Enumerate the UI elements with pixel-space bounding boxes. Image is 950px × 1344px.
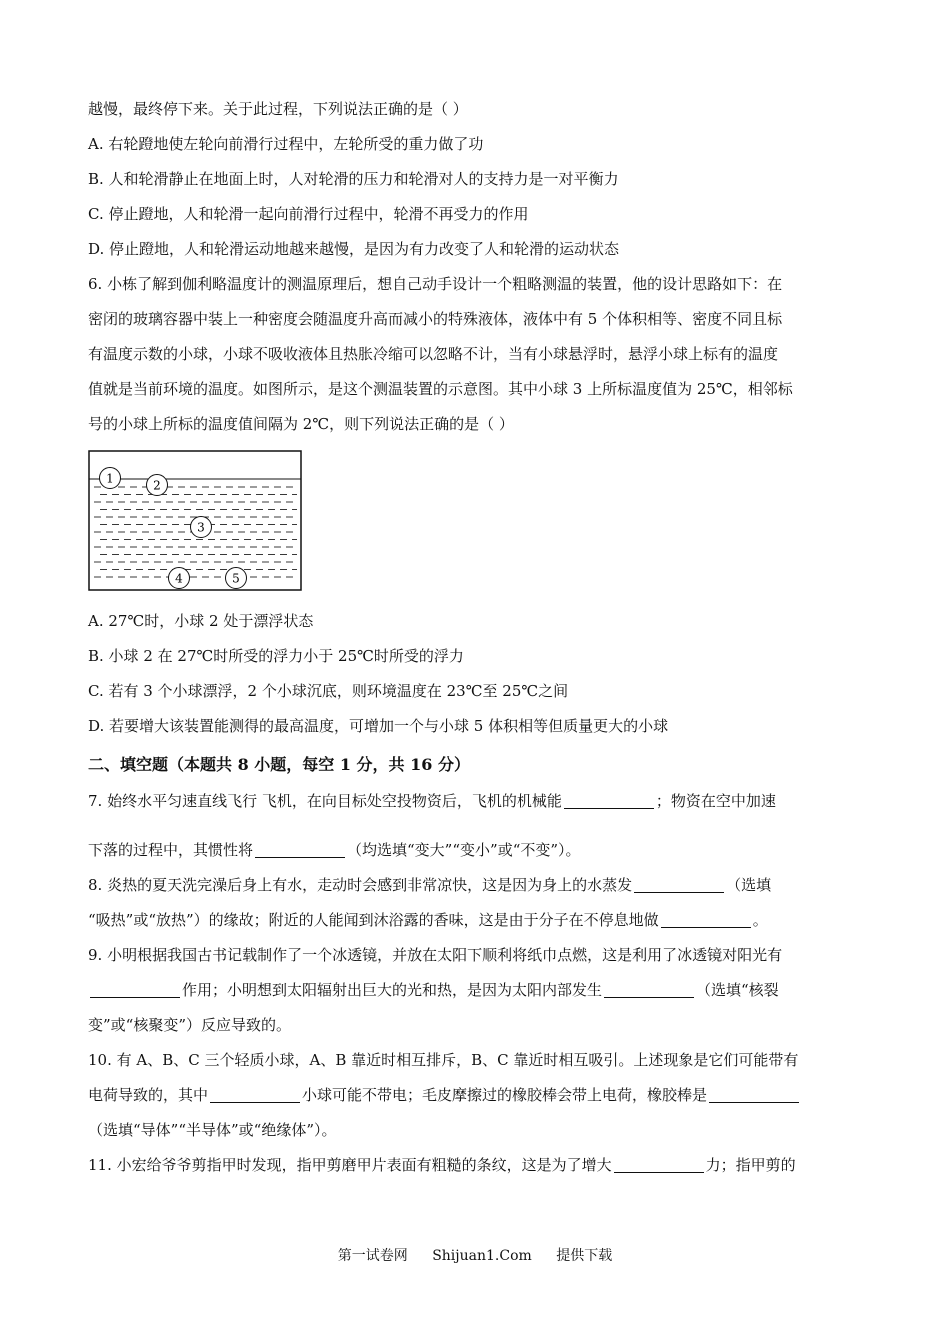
q8-text-c: “吸热”或“放热”）的缘故；附近的人能闻到沐浴露的香味，这是由于分子在不停息地做	[88, 911, 659, 929]
q6-option-b: B. 小球 2 在 27℃时所受的浮力小于 25℃时所受的浮力	[88, 647, 464, 665]
q5-stem-continued: 越慢，最终停下来。关于此过程，下列说法正确的是（ ）	[88, 100, 468, 118]
q8-blank-1[interactable]	[634, 877, 724, 893]
q11-line-1	[88, 1148, 868, 1183]
q11-blank-1[interactable]	[614, 1157, 704, 1173]
q10-line-1: 10. 有 A、B、C 三个轻质小球，A、B 靠近时相互排斥，B、C 靠近时相互吸引。上述现象是它们可能带有	[88, 1051, 799, 1069]
q10-line-2	[88, 1078, 868, 1113]
q10-blank-1[interactable]	[210, 1087, 300, 1103]
q10-text-c: 小球可能不带电；毛皮摩擦过的橡胶棒会带上电荷，橡胶棒是	[302, 1086, 708, 1104]
q6-stem-line-2: 密闭的玻璃容器中装上一种密度会随温度升高而减小的特殊液体，液体中有 5 个体积相等、密度不同且标	[88, 310, 783, 328]
footer-note: 提供下载	[556, 1248, 613, 1264]
q10-blank-2[interactable]	[709, 1087, 799, 1103]
q6-stem-line-4: 值就是当前环境的温度。如图所示，是这个测温装置的示意图。其中小球 3 上所标温度值为 25℃，相邻标	[88, 380, 793, 398]
q6-option-d: D. 若要增大该装置能测得的最高温度，可增加一个与小球 5 体积相等但质量更大的小球	[88, 717, 669, 735]
ball-1	[100, 468, 121, 489]
q7-line-2	[88, 833, 868, 868]
q7-text-b: ；物资在空中加速	[655, 792, 776, 810]
q7-line-1	[88, 784, 868, 819]
exam-page	[88, 92, 868, 1183]
page-footer	[0, 1245, 950, 1265]
q9-line-3: 变”或“核聚变”）反应导致的。	[88, 1016, 292, 1034]
q7-text-c: 下落的过程中，其惯性将	[88, 841, 254, 859]
q6-stem-line-3: 有温度示数的小球，小球不吸收液体且热胀冷缩可以忽略不计，当有小球悬浮时，悬浮小球上标有的温度	[88, 345, 779, 363]
q10-text-b: 电荷导致的，其中	[88, 1086, 209, 1104]
q6-stem-line-1: 6. 小栋了解到伽利略温度计的测温原理后，想自己动手设计一个粗略测温的装置，他的设计思路如下：在	[88, 275, 783, 293]
ball-5-label: 5	[232, 571, 240, 586]
q9-line-1: 9. 小明根据我国古书记载制作了一个冰透镜，并放在太阳下顺利将纸巾点燃，这是利用了冰透镜对阳光有	[88, 946, 783, 964]
q9-blank-2[interactable]	[604, 982, 694, 998]
thermometer-diagram	[88, 450, 303, 592]
ball-4	[169, 568, 190, 589]
q9-line-2	[88, 973, 868, 1008]
q5-option-c: C. 停止蹬地，人和轮滑一起向前滑行过程中，轮滑不再受力的作用	[88, 205, 529, 223]
q11-text-a: 11. 小宏给爷爷剪指甲时发现，指甲剪磨甲片表面有粗糙的条纹，这是为了增大	[88, 1156, 612, 1174]
q6-option-c: C. 若有 3 个小球漂浮，2 个小球沉底，则环境温度在 23℃至 25℃之间	[88, 682, 569, 700]
q5-option-a: A. 右轮蹬地使左轮向前滑行过程中，左轮所受的重力做了功	[88, 135, 484, 153]
ball-2-label: 2	[153, 478, 161, 493]
ball-5	[226, 568, 247, 589]
footer-site: 第一试卷网	[337, 1248, 408, 1264]
q8-text-d: 。	[752, 911, 768, 929]
ball-2	[147, 475, 168, 496]
q7-blank-1[interactable]	[564, 793, 654, 809]
q7-text-d: （均选填“变大”“变小”或“不变”）。	[347, 841, 581, 859]
section-2-title: 二、填空题（本题共 8 小题，每空 1 分，共 16 分）	[88, 755, 470, 774]
q6-option-a: A. 27℃时，小球 2 处于漂浮状态	[88, 612, 314, 630]
q7-blank-2[interactable]	[255, 842, 345, 858]
ball-3	[191, 517, 212, 538]
q9-text-b: 作用；小明想到太阳辐射出巨大的光和热，是因为太阳内部发生	[182, 981, 603, 999]
ball-4-label: 4	[175, 571, 183, 586]
q6-stem-line-5: 号的小球上所标的温度值间隔为 2℃，则下列说法正确的是（ ）	[88, 415, 514, 433]
q11-text-b: 力；指甲剪的	[705, 1156, 796, 1174]
q9-blank-1[interactable]	[90, 982, 180, 998]
q7-text-a: 7. 始终水平匀速直线飞行 飞机，在向目标处空投物资后，飞机的机械能	[88, 792, 562, 810]
q10-line-3: （选填“导体”“半导体”或“绝缘体”）。	[88, 1121, 337, 1139]
ball-3-label: 3	[197, 520, 205, 535]
q8-text-b: （选填	[726, 876, 772, 894]
ball-1-label: 1	[106, 471, 114, 486]
q8-blank-2[interactable]	[661, 912, 751, 928]
q8-text-a: 8. 炎热的夏天洗完澡后身上有水，走动时会感到非常凉快，这是因为身上的水蒸发	[88, 876, 633, 894]
q9-text-c: （选填“核裂	[696, 981, 779, 999]
q5-option-b: B. 人和轮滑静止在地面上时，人对轮滑的压力和轮滑对人的支持力是一对平衡力	[88, 170, 619, 188]
q5-option-d: D. 停止蹬地，人和轮滑运动地越来越慢，是因为有力改变了人和轮滑的运动状态	[88, 240, 620, 258]
q8-line-2	[88, 903, 868, 938]
footer-domain: Shijuan1.Com	[432, 1248, 532, 1264]
q8-line-1	[88, 868, 868, 903]
